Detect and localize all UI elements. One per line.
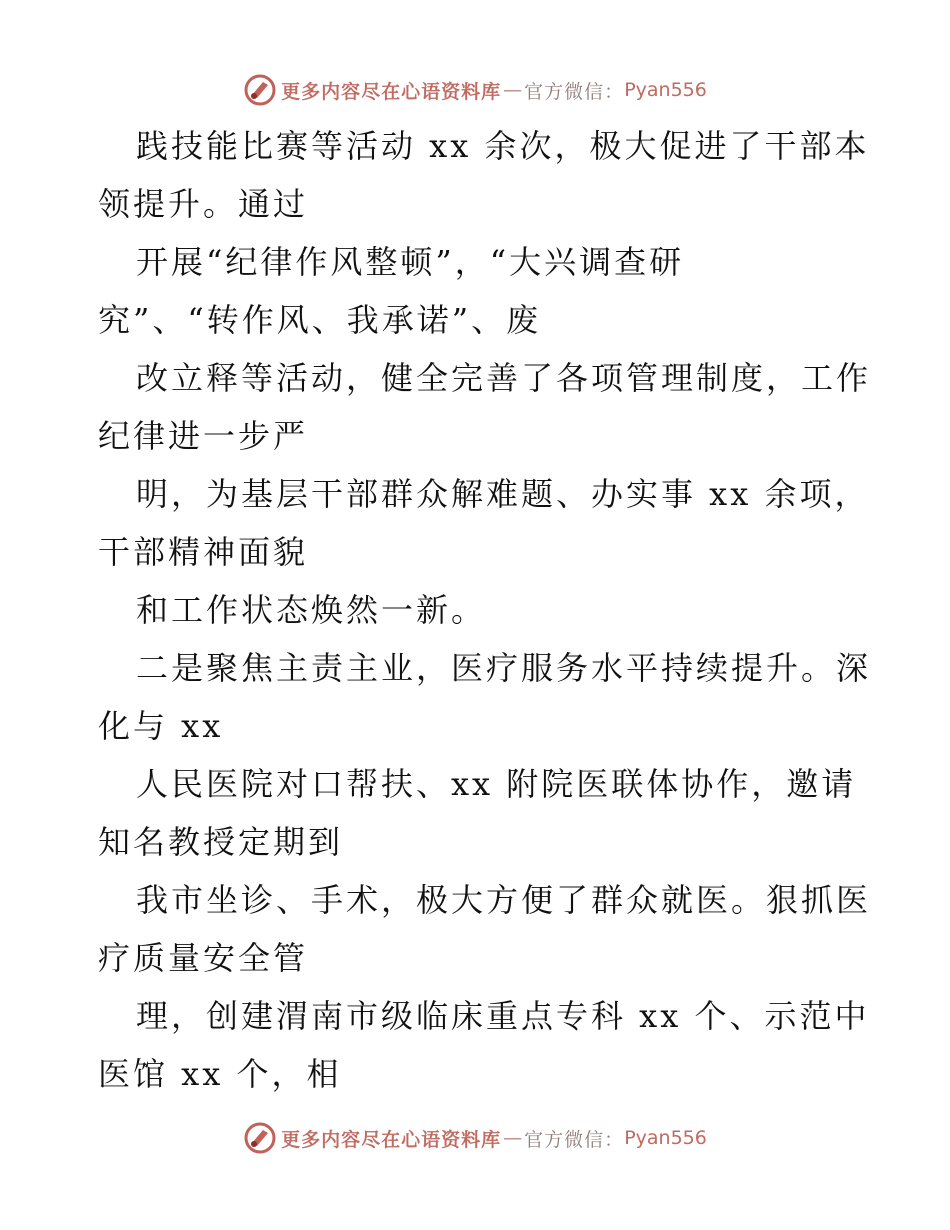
header-wechat-label: 官方微信：: [524, 80, 625, 103]
text-line: 人民医院对口帮扶、xx 附院医联体协作，邀请: [136, 765, 857, 803]
footer-wechat-id: Pyan556: [624, 1127, 707, 1149]
text-line: 化与 xx: [98, 707, 224, 745]
text-line: 究”、“转作风、我承诺”、废: [98, 301, 542, 339]
text-line: 纪律进一步严: [98, 417, 309, 455]
text-line: 理，创建渭南市级临床重点专科 xx 个、示范中: [136, 997, 870, 1035]
header-wechat-id: Pyan556: [624, 79, 707, 101]
text-line: 疗质量安全管: [98, 939, 309, 977]
header-brand-text: 更多内容尽在心语资料库: [281, 80, 502, 103]
text-line: 我市坐诊、手术，极大方便了群众就医。狠抓医: [136, 881, 872, 919]
text-line: 知名教授定期到: [98, 823, 344, 861]
text-line: 医馆 xx 个，相: [98, 1055, 342, 1093]
footer-dash: —: [503, 1127, 523, 1149]
text-line: 改立释等活动，健全完善了各项管理制度，工作: [136, 359, 872, 397]
brand-logo-icon: [243, 73, 277, 107]
text-line: 领提升。通过: [98, 185, 309, 223]
text-line: 和工作状态焕然一新。: [136, 591, 487, 629]
footer-brand-text: 更多内容尽在心语资料库: [281, 1128, 502, 1151]
text-line: 践技能比赛等活动 xx 余次，极大促进了干部本: [136, 127, 870, 165]
brand-logo-icon: [243, 1121, 277, 1155]
text-line: 明，为基层干部群众解难题、办实事 xx 余项，: [136, 475, 870, 513]
text-line: 干部精神面貌: [98, 533, 309, 571]
footer-watermark: [0, 1118, 950, 1158]
footer-wechat-label: 官方微信：: [524, 1128, 625, 1151]
text-line: 开展“纪律作风整顿”，“大兴调查研: [136, 243, 685, 281]
header-dash: —: [503, 79, 523, 101]
header-watermark: [0, 70, 950, 110]
text-line: 二是聚焦主责主业，医疗服务水平持续提升。深: [136, 649, 872, 687]
